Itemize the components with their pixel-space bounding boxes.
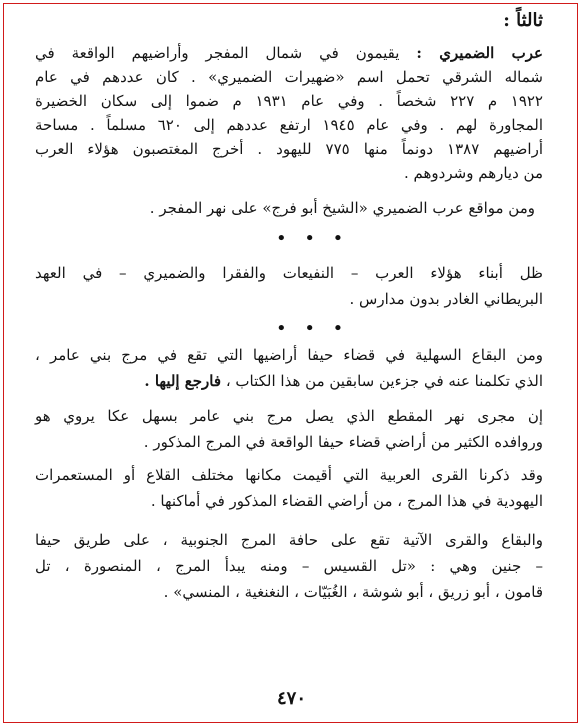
para1-line3: ١٩٢٢ م ٢٢٧ شخصاً . وفي عام ١٩٣١ م ضموا إلى سكان الخضيرة — [35, 92, 543, 110]
para1-lead-term: عرب الضميري : — [416, 44, 543, 62]
para5-line2: وروافده الكثير من أراضي قضاء حيفا الواقعة في المرج المذكور . — [143, 433, 543, 451]
para1-line5: أراضيهم ١٣٨٧ دونماً منها ٧٧٥ لليهود . أخرج المغتصبون هؤلاء العرب — [35, 140, 543, 158]
para2-line1: ومن مواقع عرب الضميري «الشيخ أبو فرج» على نهر المفجر . — [149, 199, 535, 217]
para3-line2: البريطاني الغادر بدون مدارس . — [349, 290, 543, 308]
para1-line2: شماله الشرقي تحمل اسم «ضهيرات الضميري» . كان عددهم في عام — [35, 68, 543, 86]
para1-line1 — [35, 43, 543, 63]
para4-line2 — [144, 371, 543, 391]
para6-line2: اليهودية في هذا المرج ، من أراضي القضاء المذكور في أماكنها . — [150, 492, 543, 510]
para7-line3: قامون ، أبو زريق ، أبو شوشة ، الغُبَيّات ، النغنغية ، المنسي» . — [163, 583, 543, 601]
para7-line1: والبقاع والقرى الآتية تقع على حافة المرج الجنوبية ، على طريق حيفا — [35, 531, 543, 549]
para1-line6: من ديارهم وشردوهم . — [404, 164, 543, 182]
para7-line2: – جنين وهي : «تل القسيس – ومنه يبدأ المرج ، المنصورة ، تل — [35, 557, 543, 575]
separator-dots-2: • • • — [276, 318, 350, 339]
para3-line1: ظل أبناء هؤلاء العرب – النفيعات والفقرا والضميري – في العهد — [35, 264, 543, 282]
para4-line1: ومن البقاع السهلية في قضاء حيفا أراضيها التي تقع في مرج بني عامر ، — [35, 346, 543, 364]
para4-line2-text: الذي تكلمنا عنه في جزءين سابقين من هذا الكتاب ، — [221, 372, 543, 390]
para1-line1-text: يقيمون في شمال المفجر وأراضيهم الواقعة في — [35, 44, 400, 62]
separator-dots: • • • — [276, 228, 350, 249]
page-number: ٤٧٠ — [276, 688, 306, 709]
para1-line4: المجاورة لهم . وفي عام ١٩٤٥ ارتفع عددهم إلى ٦٢٠ مسلماً . مساحة — [35, 116, 544, 134]
para5-line1: إن مجرى نهر المقطع الذي يصل مرج بني عامر بسهل عكا يروي هو — [35, 407, 543, 425]
para4-line2-emphasis: فارجع إليها . — [144, 372, 222, 390]
section-heading: ثالثاً : — [503, 10, 543, 31]
para6-line1: وقد ذكرنا القرى العربية التي أقيمت مكانها مختلف القلاع أو المستعمرات — [35, 466, 543, 484]
